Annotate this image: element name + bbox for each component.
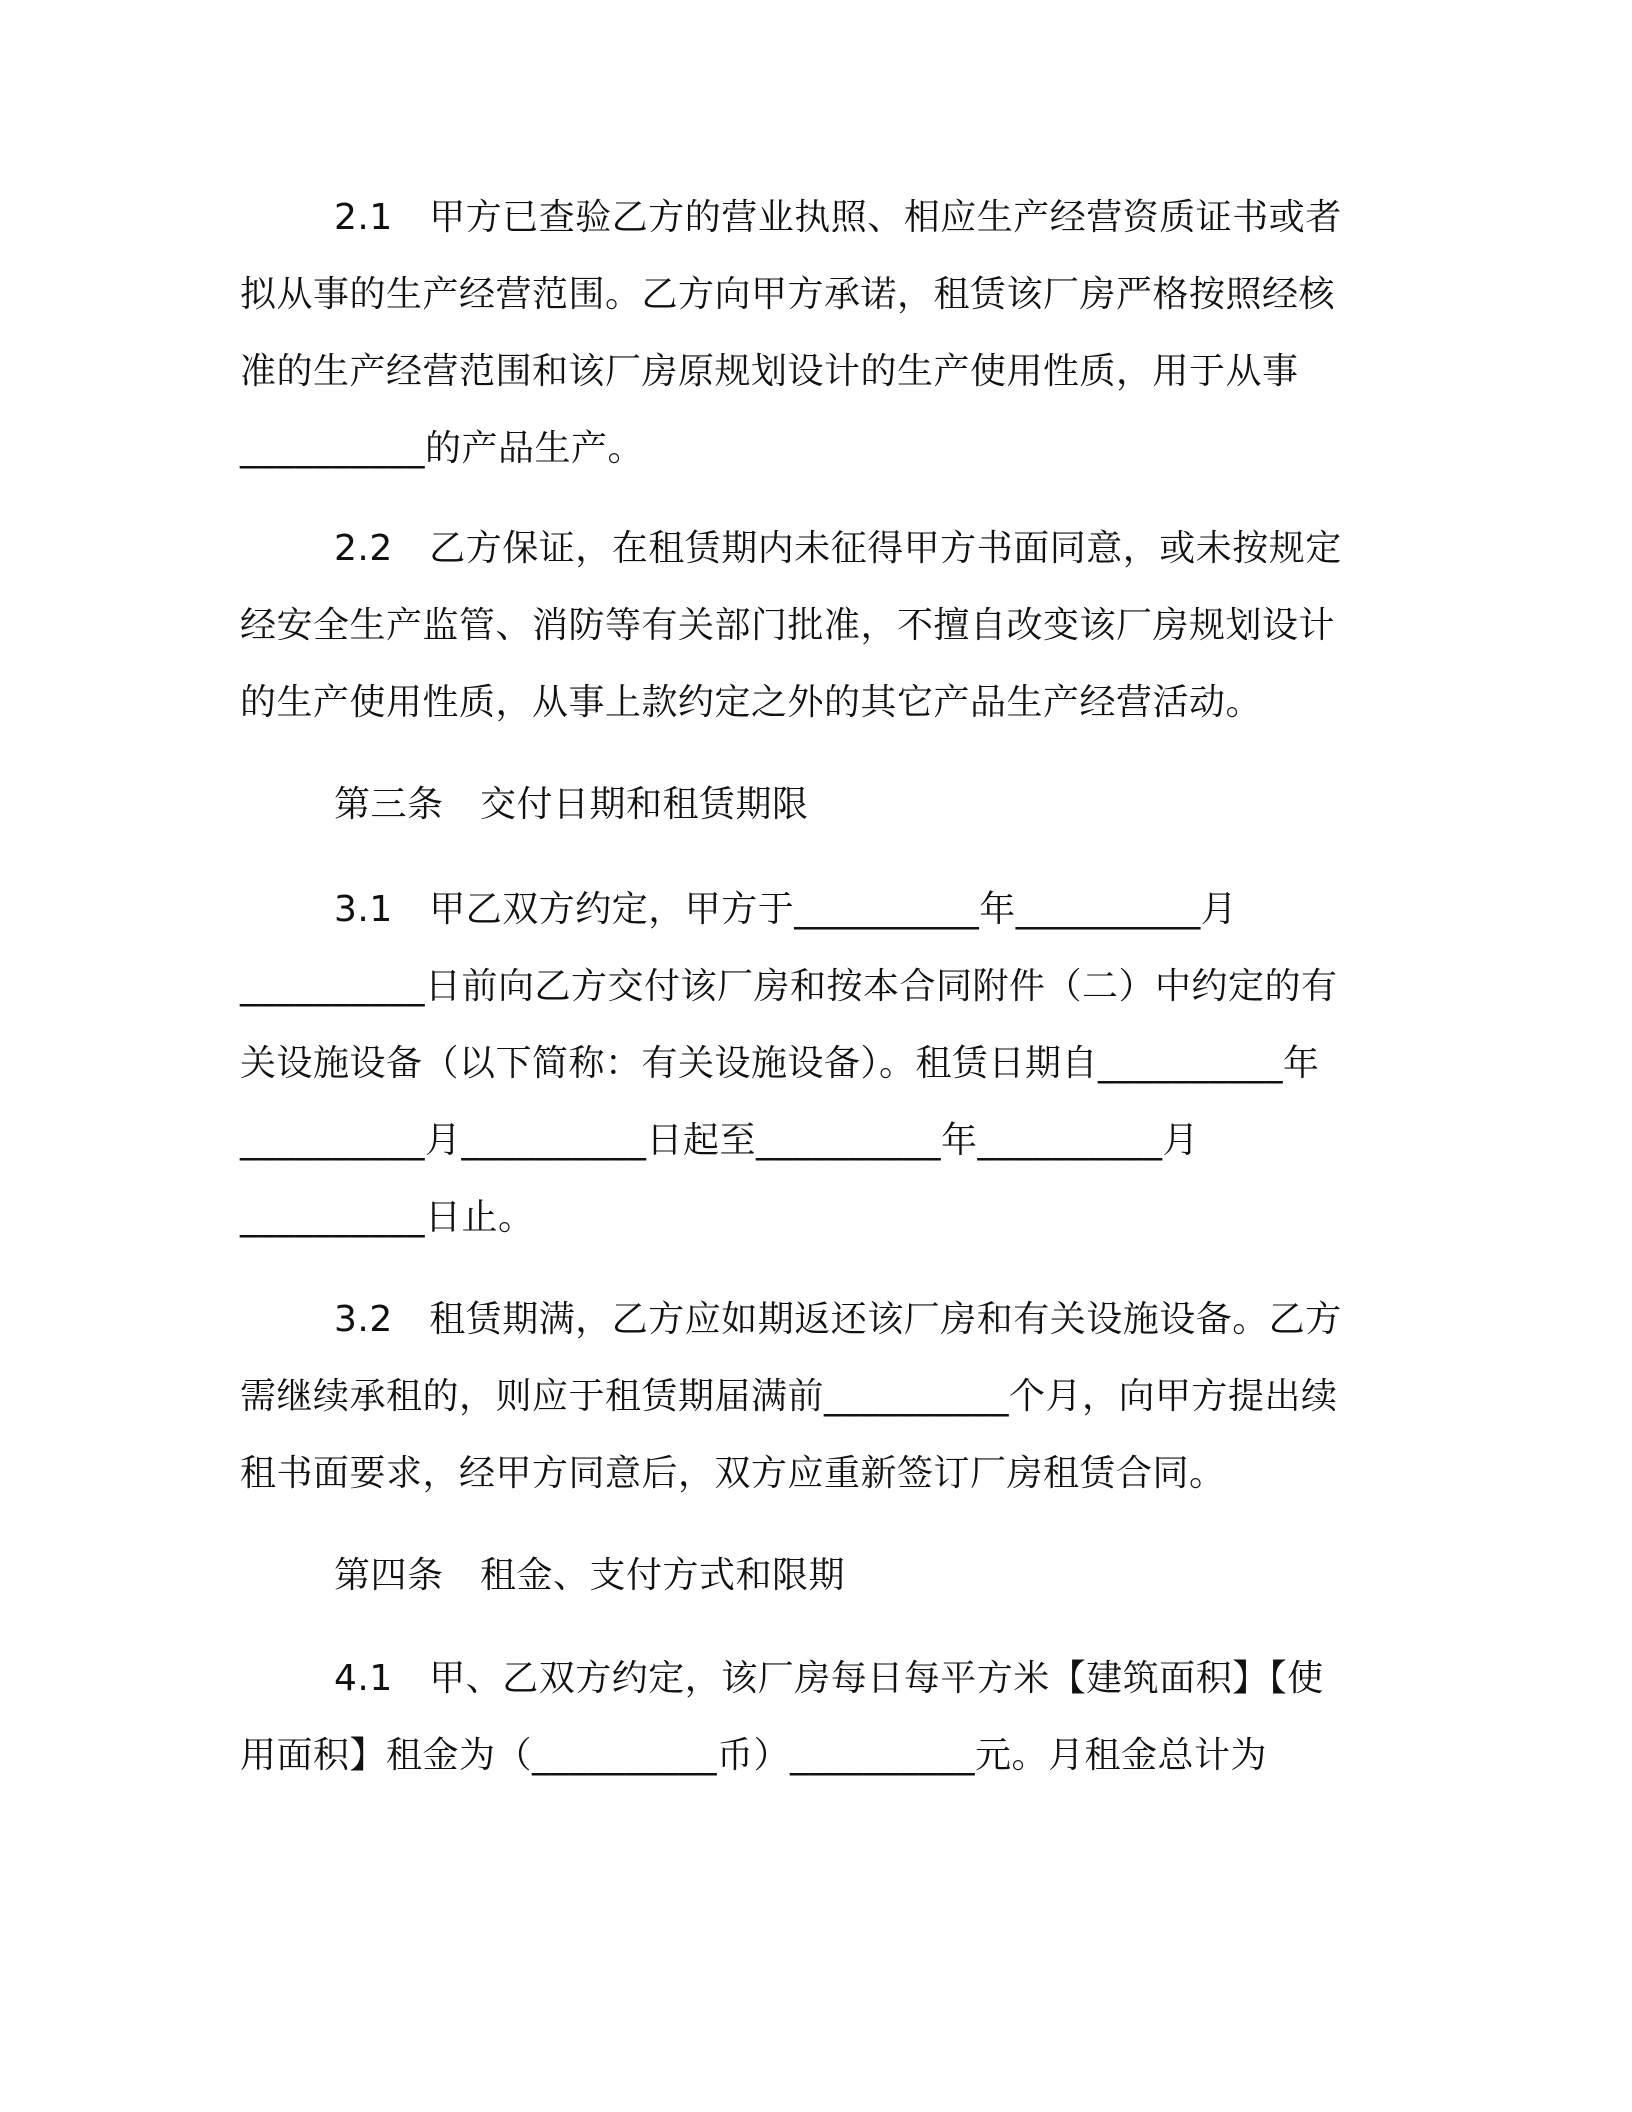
clause-3-1-line-1: 3.1 甲乙双方约定，甲方于__________年__________月	[334, 889, 1238, 930]
clause-2-2-line-2: 经安全生产监管、消防等有关部门批准，不擅自改变该厂房规划设计	[240, 605, 1336, 646]
clause-2-1-line-1: 2.1 甲方已查验乙方的营业执照、相应生产经营资质证书或者	[334, 197, 1342, 238]
clause-2-1-line-4: __________的产品生产。	[240, 428, 645, 469]
article-4-heading: 第四条 租金、支付方式和限期	[334, 1555, 846, 1596]
clause-4-1-line-1: 4.1 甲、乙双方约定，该厂房每日每平方米【建筑面积】【使	[334, 1658, 1324, 1699]
clause-3-1-line-4: __________月__________日起至__________年__________月	[240, 1120, 1200, 1161]
clause-3-2-line-2: 需继续承租的，则应于租赁期届满前__________个月，向甲方提出续	[240, 1376, 1338, 1417]
clause-2-2-line-1: 2.2 乙方保证，在租赁期内未征得甲方书面同意，或未按规定	[334, 528, 1342, 569]
clause-3-1-line-3: 关设施设备（以下简称：有关设施设备）。租赁日期自__________年	[240, 1043, 1320, 1084]
clause-3-1-line-5: __________日止。	[240, 1197, 535, 1238]
clause-4-1-line-2: 用面积】租金为（__________币）__________元。月租金总计为	[240, 1735, 1268, 1776]
article-3-heading: 第三条 交付日期和租赁期限	[334, 784, 809, 825]
clause-2-1-line-3: 准的生产经营范围和该厂房原规划设计的生产使用性质，用于从事	[240, 351, 1299, 392]
clause-3-2-line-1: 3.2 租赁期满，乙方应如期返还该厂房和有关设施设备。乙方	[334, 1299, 1342, 1340]
clause-3-1-line-2: __________日前向乙方交付该厂房和按本合同附件（二）中约定的有	[240, 966, 1338, 1007]
clause-2-2-line-3: 的生产使用性质，从事上款约定之外的其它产品生产经营活动。	[240, 682, 1263, 723]
clause-2-1-line-2: 拟从事的生产经营范围。乙方向甲方承诺，租赁该厂房严格按照经核	[240, 274, 1336, 315]
clause-3-2-line-3: 租书面要求，经甲方同意后，双方应重新签订厂房租赁合同。	[240, 1453, 1226, 1494]
